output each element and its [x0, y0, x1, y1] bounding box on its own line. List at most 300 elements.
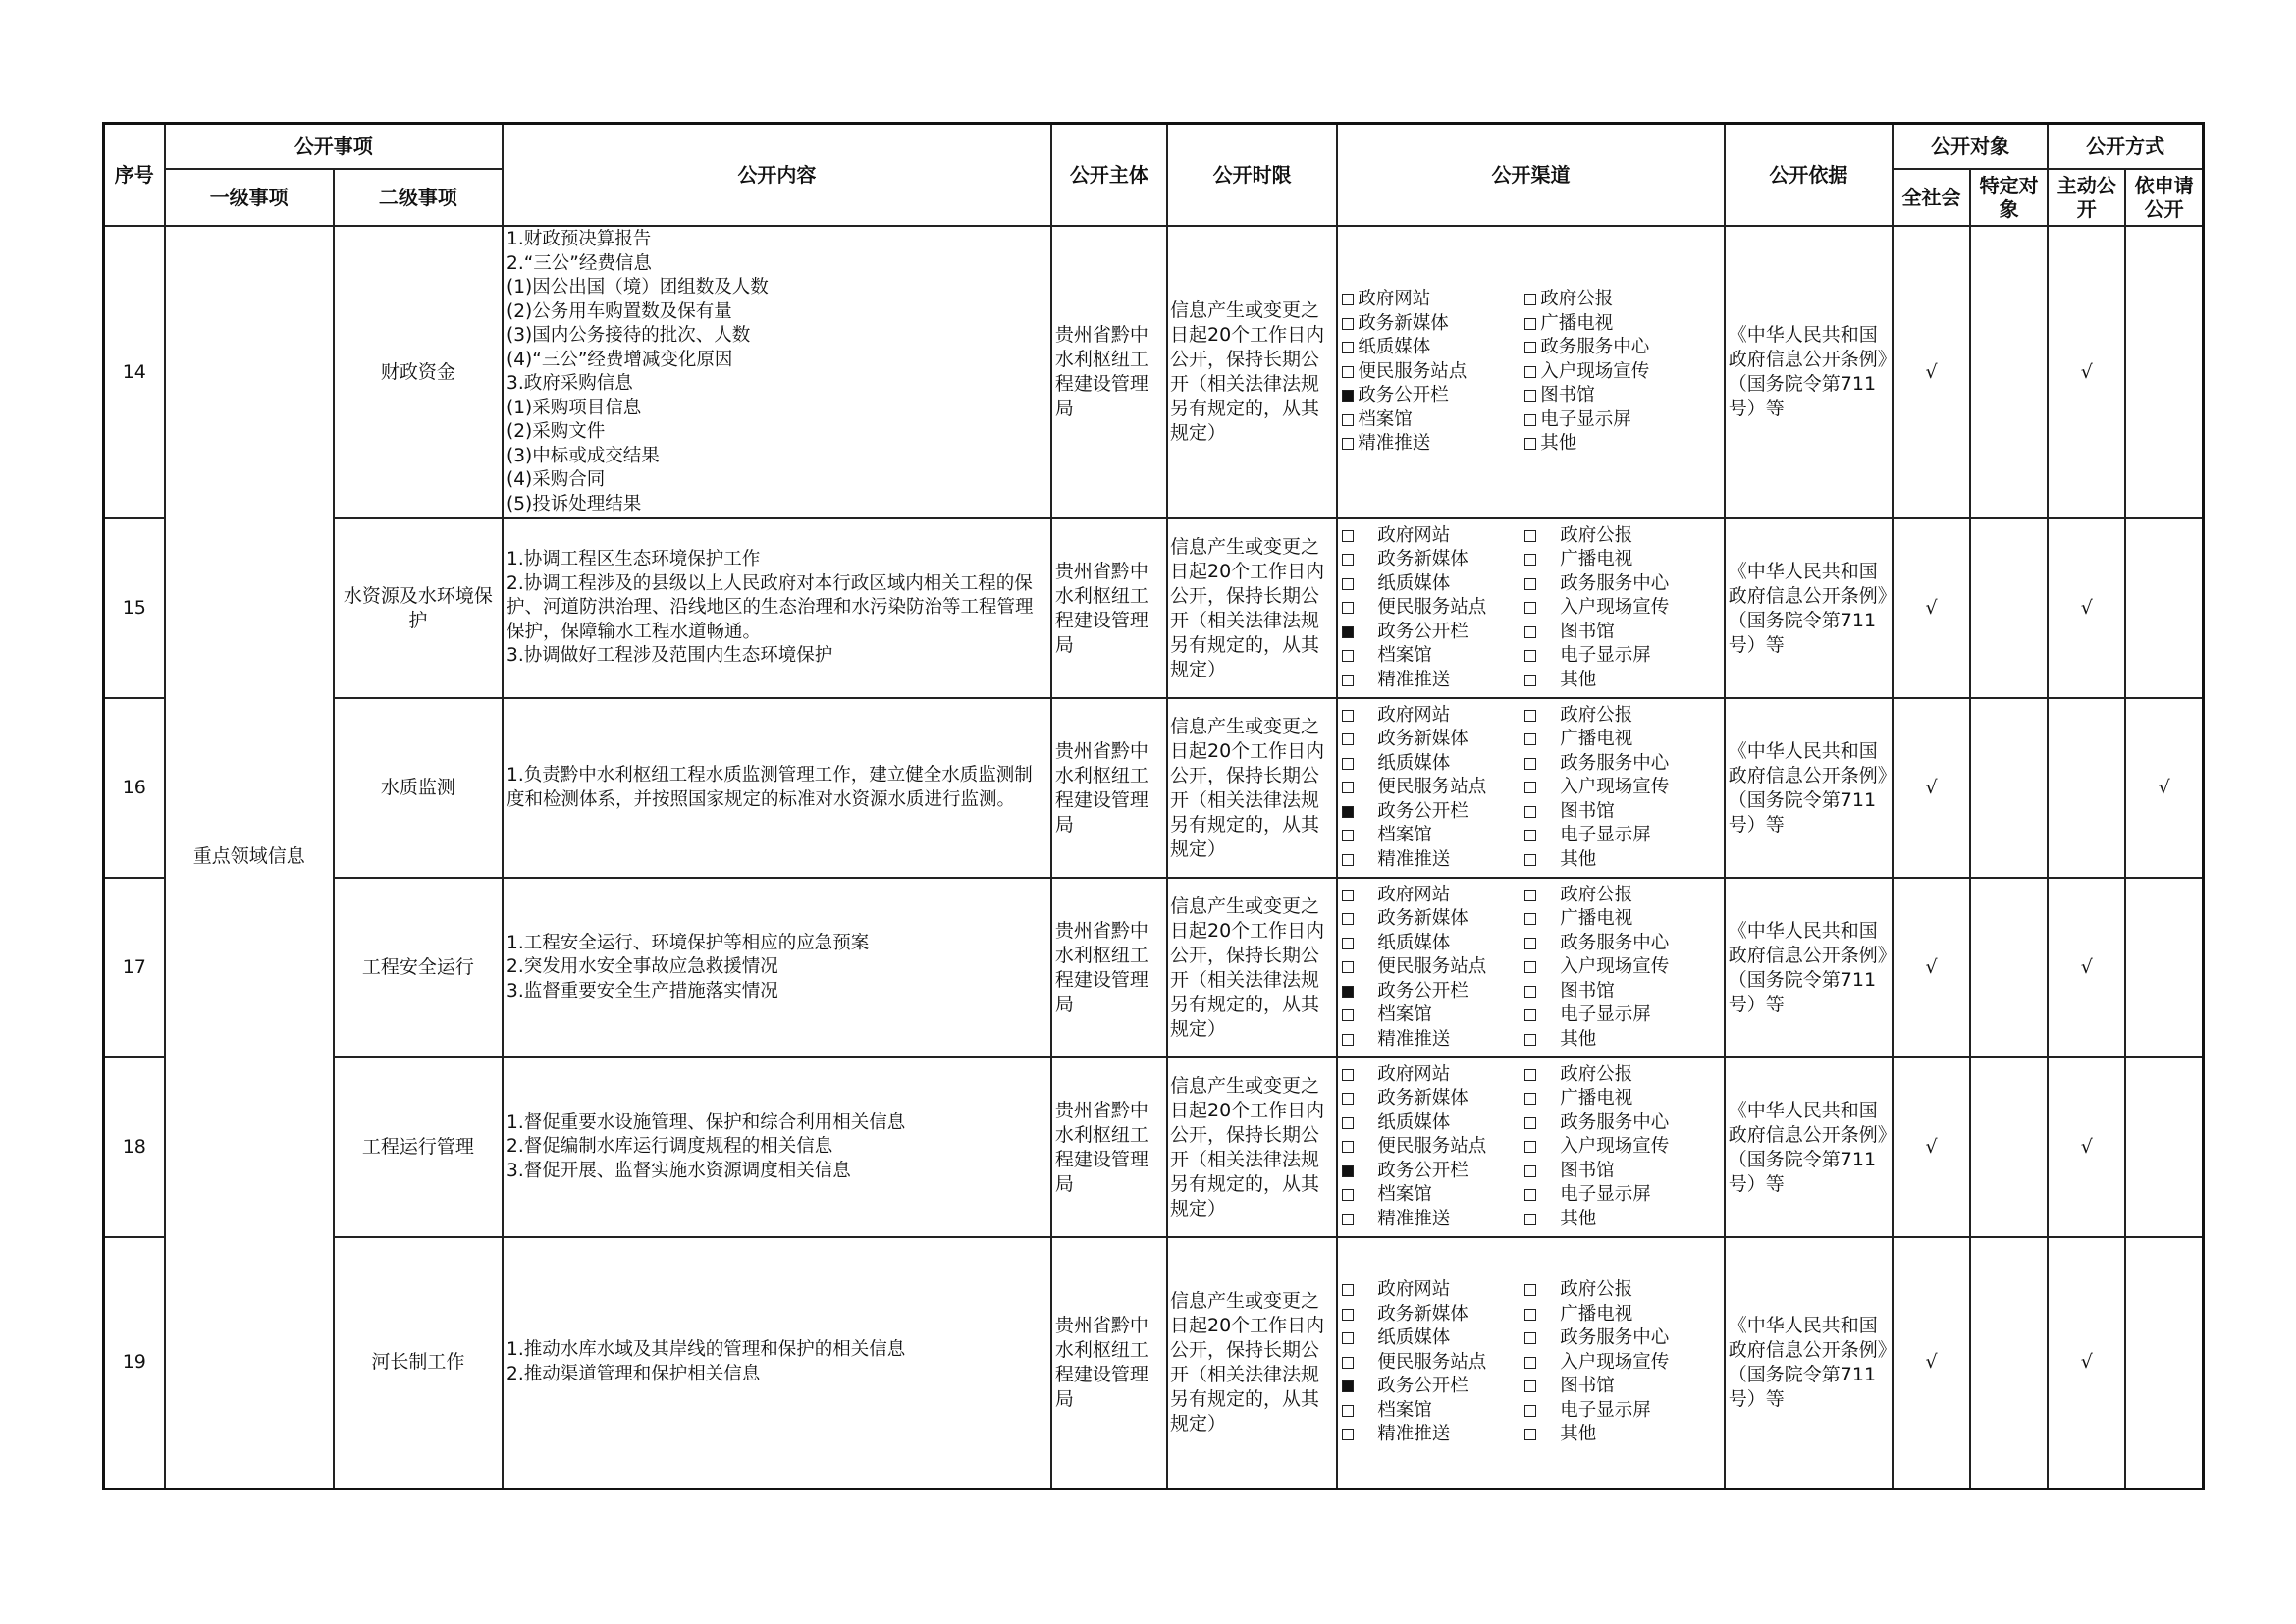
channel-label: 入户现场宣传 [1560, 1136, 1670, 1158]
channel-label: 档案馆 [1377, 1399, 1432, 1421]
content-line: 2.推动渠道管理和保护相关信息 [507, 1363, 761, 1384]
deadline-cell: 信息产生或变更之日起20个工作日内公开，保持长期公开（相关法律法规另有规定的，从其规定） [1167, 698, 1337, 878]
checkbox-empty-icon [1524, 1165, 1536, 1177]
channel-option [1524, 408, 1720, 433]
channel-option [1524, 1303, 1720, 1327]
checkbox-empty-icon [1342, 1093, 1354, 1105]
checkbox-empty-icon [1524, 1034, 1536, 1046]
checkbox-empty-icon [1524, 342, 1536, 353]
channel-label: 图书馆 [1560, 621, 1615, 642]
channel-label: 电子显示屏 [1560, 1399, 1651, 1421]
channel-option [1342, 1003, 1524, 1028]
checkbox-empty-icon [1524, 854, 1536, 866]
channel-label: 其他 [1560, 669, 1597, 690]
basis-cell: 《中华人民共和国政府信息公开条例》（国务院令第711号）等 [1725, 698, 1893, 878]
channel-option [1342, 932, 1524, 956]
content-line: (5)投诉处理结果 [507, 493, 642, 514]
channel-label: 广播电视 [1560, 908, 1633, 930]
channel-option [1342, 1208, 1524, 1232]
channel-option [1342, 980, 1524, 1004]
checkbox-empty-icon [1342, 675, 1354, 686]
checkbox-empty-icon [1342, 1009, 1354, 1021]
content-line: 1.督促重要水设施管理、保护和综合利用相关信息 [507, 1111, 906, 1133]
channel-option [1342, 408, 1524, 433]
channel-label: 档案馆 [1377, 1004, 1432, 1026]
method-request-cell [2125, 518, 2203, 698]
target-all-cell [1893, 1057, 1970, 1237]
checkbox-empty-icon [1342, 294, 1354, 305]
header-items: 公开事项 [165, 124, 503, 170]
channel-label: 精准推送 [1377, 1424, 1451, 1444]
checkbox-checked-icon [1342, 390, 1354, 402]
target-specific-cell [1970, 226, 2048, 518]
channel-option [1524, 1375, 1720, 1399]
checkbox-empty-icon [1342, 1357, 1354, 1369]
checkbox-empty-icon [1342, 438, 1354, 450]
content-line: (2)公务用车购置数及保有量 [507, 300, 732, 322]
channel-option [1524, 1423, 1720, 1447]
method-active-cell [2048, 1237, 2125, 1489]
checkbox-empty-icon [1524, 554, 1536, 566]
deadline-cell: 信息产生或变更之日起20个工作日内公开，保持长期公开（相关法律法规另有规定的，从其规定） [1167, 518, 1337, 698]
checkbox-empty-icon [1524, 782, 1536, 793]
channel-label: 入户现场宣传 [1560, 597, 1670, 619]
channel-label: 其他 [1560, 1424, 1597, 1444]
checkbox-empty-icon [1342, 1332, 1354, 1344]
channel-option [1524, 704, 1720, 729]
table-row [104, 226, 2204, 518]
channels-cell [1337, 518, 1725, 698]
channel-option [1524, 980, 1720, 1004]
channel-label: 政府公报 [1560, 1063, 1633, 1085]
checkbox-empty-icon [1524, 1009, 1536, 1021]
channel-label: 图书馆 [1560, 1376, 1615, 1396]
channel-option [1342, 955, 1524, 980]
level2-item: 河长制工作 [334, 1237, 503, 1489]
subject-cell: 贵州省黔中水利枢纽工程建设管理局 [1051, 518, 1167, 698]
channel-option [1342, 884, 1524, 908]
channel-option [1342, 728, 1524, 752]
channel-option [1342, 360, 1524, 385]
channel-label: 电子显示屏 [1540, 408, 1631, 430]
channel-option [1524, 1087, 1720, 1111]
channel-label: 政务公开栏 [1377, 980, 1468, 1001]
checkbox-empty-icon [1524, 650, 1536, 662]
channel-label: 便民服务站点 [1358, 360, 1468, 382]
header-method-request: 依申请公开 [2125, 169, 2203, 226]
channel-label: 精准推送 [1358, 433, 1431, 455]
channel-label: 精准推送 [1377, 848, 1451, 870]
channel-option [1342, 1326, 1524, 1351]
check-mark: √ [1925, 777, 1938, 798]
channel-option [1524, 572, 1720, 597]
row-seq: 16 [104, 698, 165, 878]
checkbox-empty-icon [1524, 1093, 1536, 1105]
channel-label: 档案馆 [1377, 645, 1432, 667]
checkbox-empty-icon [1524, 733, 1536, 745]
checkbox-empty-icon [1342, 890, 1354, 901]
checkbox-empty-icon [1342, 1309, 1354, 1321]
channel-option [1524, 1399, 1720, 1424]
channel-option [1342, 1087, 1524, 1111]
checkbox-empty-icon [1524, 1405, 1536, 1417]
checkbox-empty-icon [1342, 554, 1354, 566]
checkbox-empty-icon [1342, 938, 1354, 949]
channel-label: 政府网站 [1358, 289, 1431, 310]
content-cell [503, 518, 1051, 698]
target-specific-cell [1970, 1057, 2048, 1237]
checkbox-empty-icon [1524, 438, 1536, 450]
target-specific-cell [1970, 1237, 2048, 1489]
channel-label: 入户现场宣传 [1560, 1351, 1670, 1373]
channel-label: 政务服务中心 [1560, 1327, 1670, 1348]
header-level2: 二级事项 [334, 169, 503, 226]
channel-option [1342, 704, 1524, 729]
checkbox-empty-icon [1524, 294, 1536, 305]
checkbox-empty-icon [1342, 650, 1354, 662]
content-cell [503, 226, 1051, 518]
checkbox-empty-icon [1524, 366, 1536, 378]
deadline-cell: 信息产生或变更之日起20个工作日内公开，保持长期公开（相关法律法规另有规定的，从其规定） [1167, 226, 1337, 518]
content-line: 2.协调工程涉及的县级以上人民政府对本行政区域内相关工程的保护、河道防洪治理、沿线地区的生态治理和水污染防治等工程管理保护，保障输水工程水道畅通。 [507, 572, 1034, 642]
checkbox-empty-icon [1524, 890, 1536, 901]
channel-option [1524, 621, 1720, 645]
target-all-cell [1893, 698, 1970, 878]
checkbox-empty-icon [1342, 913, 1354, 925]
channel-label: 其他 [1560, 848, 1597, 870]
checkbox-empty-icon [1524, 758, 1536, 770]
checkbox-empty-icon [1524, 1069, 1536, 1081]
content-cell [503, 698, 1051, 878]
header-content: 公开内容 [503, 124, 1051, 227]
channel-option [1342, 824, 1524, 848]
channel-label: 精准推送 [1377, 1208, 1451, 1229]
channel-label: 政务新媒体 [1377, 549, 1468, 570]
content-line: (4)采购合同 [507, 469, 606, 490]
channel-option [1342, 669, 1524, 693]
row-seq: 17 [104, 878, 165, 1057]
check-mark: √ [1925, 1351, 1938, 1374]
content-line: 1.财政预决算报告 [507, 229, 652, 249]
channels-cell [1337, 878, 1725, 1057]
checkbox-empty-icon [1524, 938, 1536, 949]
channel-label: 政务新媒体 [1377, 1303, 1468, 1325]
channel-option [1342, 572, 1524, 597]
channel-label: 纸质媒体 [1377, 752, 1451, 774]
header-method: 公开方式 [2048, 124, 2203, 170]
check-mark: √ [2080, 1136, 2093, 1158]
channels-cell [1337, 226, 1725, 518]
header-method-active: 主动公开 [2048, 169, 2125, 226]
check-mark: √ [2080, 956, 2093, 978]
subject-cell: 贵州省黔中水利枢纽工程建设管理局 [1051, 1237, 1167, 1489]
table-row [104, 878, 2204, 1057]
channel-label: 政府公报 [1560, 524, 1633, 546]
channel-option [1524, 1351, 1720, 1376]
checkbox-empty-icon [1342, 1405, 1354, 1417]
channel-option [1524, 824, 1720, 848]
channel-option [1524, 669, 1720, 693]
channel-option [1342, 524, 1524, 549]
checkbox-checked-icon [1342, 806, 1354, 818]
channel-option [1524, 432, 1720, 457]
basis-cell: 《中华人民共和国政府信息公开条例》（国务院令第711号）等 [1725, 226, 1893, 518]
channel-option [1524, 1160, 1720, 1184]
channel-label: 电子显示屏 [1560, 1004, 1651, 1026]
channel-label: 政务公开栏 [1377, 1376, 1468, 1396]
channel-option [1342, 312, 1524, 337]
channel-label: 便民服务站点 [1377, 597, 1487, 619]
checkbox-empty-icon [1524, 913, 1536, 925]
method-request-cell [2125, 698, 2203, 878]
content-line: 2.督促编制水库运行调度规程的相关信息 [507, 1136, 833, 1158]
channel-label: 政府网站 [1377, 884, 1451, 905]
content-cell [503, 1237, 1051, 1489]
channel-label: 政务新媒体 [1377, 729, 1468, 750]
channel-label: 图书馆 [1560, 800, 1615, 822]
channel-option [1342, 1183, 1524, 1208]
channel-option [1342, 548, 1524, 572]
channel-list [1342, 1063, 1720, 1232]
content-line: (1)采购项目信息 [507, 397, 642, 418]
checkbox-checked-icon [1342, 986, 1354, 998]
channel-label: 广播电视 [1560, 1303, 1633, 1325]
channel-option [1524, 932, 1720, 956]
checkbox-empty-icon [1524, 986, 1536, 998]
channel-list [1342, 524, 1720, 693]
channel-label: 政务服务中心 [1560, 932, 1670, 953]
channel-label: 政务公开栏 [1377, 800, 1468, 822]
channel-label: 纸质媒体 [1358, 337, 1431, 358]
checkbox-empty-icon [1524, 961, 1536, 973]
checkbox-empty-icon [1342, 710, 1354, 722]
channel-option [1524, 1028, 1720, 1053]
channel-label: 政府网站 [1377, 704, 1451, 726]
channel-option [1342, 288, 1524, 312]
checkbox-empty-icon [1342, 1429, 1354, 1440]
channel-option [1342, 1160, 1524, 1184]
checkbox-empty-icon [1524, 1380, 1536, 1392]
channel-option [1524, 288, 1720, 312]
channel-option [1342, 384, 1524, 408]
channel-option [1342, 1278, 1524, 1303]
channel-label: 政府公报 [1540, 289, 1614, 310]
checkbox-empty-icon [1342, 530, 1354, 542]
basis-cell: 《中华人民共和国政府信息公开条例》（国务院令第711号）等 [1725, 1057, 1893, 1237]
channel-label: 便民服务站点 [1377, 1351, 1487, 1373]
channel-label: 广播电视 [1560, 1088, 1633, 1110]
channel-option [1524, 1063, 1720, 1088]
channel-option [1342, 776, 1524, 800]
method-active-cell [2048, 226, 2125, 518]
channel-label: 其他 [1540, 433, 1577, 455]
channel-option [1524, 728, 1720, 752]
channel-option [1524, 644, 1720, 669]
channels-cell [1337, 698, 1725, 878]
channel-option [1342, 1423, 1524, 1447]
check-mark: √ [2080, 597, 2093, 619]
header-target: 公开对象 [1893, 124, 2048, 170]
channel-label: 纸质媒体 [1377, 932, 1451, 953]
checkbox-empty-icon [1524, 1214, 1536, 1225]
channel-label: 图书馆 [1540, 385, 1595, 406]
checkbox-empty-icon [1524, 710, 1536, 722]
channel-option [1524, 752, 1720, 777]
level2-item: 水资源及水环境保护 [334, 518, 503, 698]
checkbox-empty-icon [1524, 602, 1536, 614]
header-target-specific: 特定对象 [1970, 169, 2048, 226]
channel-option [1342, 1303, 1524, 1327]
check-mark: √ [2158, 777, 2170, 798]
method-active-cell [2048, 878, 2125, 1057]
target-specific-cell [1970, 878, 2048, 1057]
checkbox-empty-icon [1524, 318, 1536, 330]
method-active-cell [2048, 518, 2125, 698]
checkbox-empty-icon [1524, 1429, 1536, 1440]
method-active-cell [2048, 698, 2125, 878]
channel-option [1524, 800, 1720, 825]
checkbox-empty-icon [1524, 414, 1536, 426]
checkbox-empty-icon [1524, 1284, 1536, 1296]
deadline-cell: 信息产生或变更之日起20个工作日内公开，保持长期公开（相关法律法规另有规定的，从其规定） [1167, 878, 1337, 1057]
checkbox-empty-icon [1342, 733, 1354, 745]
header-channels: 公开渠道 [1337, 124, 1725, 227]
channel-option [1524, 548, 1720, 572]
checkbox-empty-icon [1524, 1117, 1536, 1129]
channel-label: 电子显示屏 [1560, 1184, 1651, 1206]
basis-cell: 《中华人民共和国政府信息公开条例》（国务院令第711号）等 [1725, 1237, 1893, 1489]
disclosure-table [102, 122, 2205, 1490]
content-cell [503, 878, 1051, 1057]
row-seq: 14 [104, 226, 165, 518]
level2-item: 工程运行管理 [334, 1057, 503, 1237]
checkbox-empty-icon [1342, 578, 1354, 590]
channel-label: 档案馆 [1377, 1184, 1432, 1206]
channel-label: 精准推送 [1377, 669, 1451, 690]
target-specific-cell [1970, 518, 2048, 698]
target-all-cell [1893, 878, 1970, 1057]
channel-label: 精准推送 [1377, 1028, 1451, 1050]
basis-cell: 《中华人民共和国政府信息公开条例》（国务院令第711号）等 [1725, 878, 1893, 1057]
checkbox-empty-icon [1342, 1284, 1354, 1296]
channel-label: 政务新媒体 [1358, 312, 1449, 334]
channel-option [1524, 907, 1720, 932]
header-seq: 序号 [104, 124, 165, 227]
channel-option [1524, 848, 1720, 873]
table-row [104, 1057, 2204, 1237]
content-line: 3.督促开展、监督实施水资源调度相关信息 [507, 1160, 851, 1181]
checkbox-empty-icon [1342, 318, 1354, 330]
content-line: 2.突发用水安全事故应急救援情况 [507, 956, 778, 978]
channel-label: 政务服务中心 [1560, 1111, 1670, 1133]
content-line: 3.协调做好工程涉及范围内生态环境保护 [507, 645, 833, 667]
header-level1: 一级事项 [165, 169, 334, 226]
target-all-cell [1893, 226, 1970, 518]
channel-option [1524, 1135, 1720, 1160]
checkbox-empty-icon [1524, 1141, 1536, 1153]
check-mark: √ [1925, 360, 1938, 383]
checkbox-empty-icon [1342, 1117, 1354, 1129]
channel-option [1524, 336, 1720, 360]
checkbox-empty-icon [1342, 758, 1354, 770]
channel-label: 图书馆 [1560, 1160, 1615, 1181]
channel-label: 政府公报 [1560, 704, 1633, 726]
channel-option [1342, 1375, 1524, 1399]
subject-cell: 贵州省黔中水利枢纽工程建设管理局 [1051, 878, 1167, 1057]
checkbox-empty-icon [1524, 1309, 1536, 1321]
channel-label: 入户现场宣传 [1560, 777, 1670, 798]
channel-option [1342, 336, 1524, 360]
checkbox-empty-icon [1524, 390, 1536, 402]
checkbox-empty-icon [1342, 1214, 1354, 1225]
channel-label: 入户现场宣传 [1540, 360, 1650, 382]
content-cell [503, 1057, 1051, 1237]
channel-label: 政务服务中心 [1540, 337, 1650, 358]
channel-option [1524, 884, 1720, 908]
channel-option [1342, 752, 1524, 777]
checkbox-empty-icon [1524, 830, 1536, 841]
level2-item: 财政资金 [334, 226, 503, 518]
checkbox-empty-icon [1342, 830, 1354, 841]
check-mark: √ [1925, 956, 1938, 978]
channel-label: 广播电视 [1560, 729, 1633, 750]
channel-label: 政府公报 [1560, 1279, 1633, 1300]
checkbox-empty-icon [1524, 1189, 1536, 1201]
check-mark: √ [2080, 360, 2093, 383]
row-seq: 18 [104, 1057, 165, 1237]
table-row [104, 518, 2204, 698]
channel-option [1342, 848, 1524, 873]
basis-cell: 《中华人民共和国政府信息公开条例》（国务院令第711号）等 [1725, 518, 1893, 698]
content-line: 3.监督重要安全生产措施落实情况 [507, 980, 778, 1001]
content-line: (2)采购文件 [507, 421, 606, 442]
channels-cell [1337, 1057, 1725, 1237]
channel-list [1342, 288, 1720, 457]
header-target-all: 全社会 [1893, 169, 1970, 226]
deadline-cell: 信息产生或变更之日起20个工作日内公开，保持长期公开（相关法律法规另有规定的，从其规定） [1167, 1237, 1337, 1489]
channel-label: 档案馆 [1377, 825, 1432, 846]
channel-label: 政务公开栏 [1377, 621, 1468, 642]
channel-label: 入户现场宣传 [1560, 956, 1670, 978]
channel-option [1342, 1111, 1524, 1136]
checkbox-empty-icon [1342, 782, 1354, 793]
header-subject: 公开主体 [1051, 124, 1167, 227]
content-line: 1.负责黔中水利枢纽工程水质监测管理工作，建立健全水质监测制度和检测体系，并按照国家规定的标准对水资源水质进行监测。 [507, 765, 1033, 810]
channel-option [1524, 1003, 1720, 1028]
checkbox-empty-icon [1524, 1357, 1536, 1369]
row-seq: 15 [104, 518, 165, 698]
check-mark: √ [1925, 1136, 1938, 1158]
checkbox-empty-icon [1342, 342, 1354, 353]
checkbox-empty-icon [1342, 1189, 1354, 1201]
channel-option [1524, 1278, 1720, 1303]
channel-label: 政府公报 [1560, 884, 1633, 905]
channel-option [1524, 1326, 1720, 1351]
channel-option [1342, 1351, 1524, 1376]
content-line: 1.工程安全运行、环境保护等相应的应急预案 [507, 932, 870, 953]
table-row [104, 1237, 2204, 1489]
channel-label: 政府网站 [1377, 1063, 1451, 1085]
checkbox-empty-icon [1342, 366, 1354, 378]
channel-label: 政务新媒体 [1377, 1088, 1468, 1110]
channel-label: 政府网站 [1377, 1279, 1451, 1300]
check-mark: √ [2080, 1351, 2093, 1374]
channel-option [1342, 596, 1524, 621]
channel-option [1524, 360, 1720, 385]
channel-label: 其他 [1560, 1028, 1597, 1050]
content-line: 2.“三公”经费信息 [507, 252, 652, 274]
content-line: 1.协调工程区生态环境保护工作 [507, 549, 761, 570]
